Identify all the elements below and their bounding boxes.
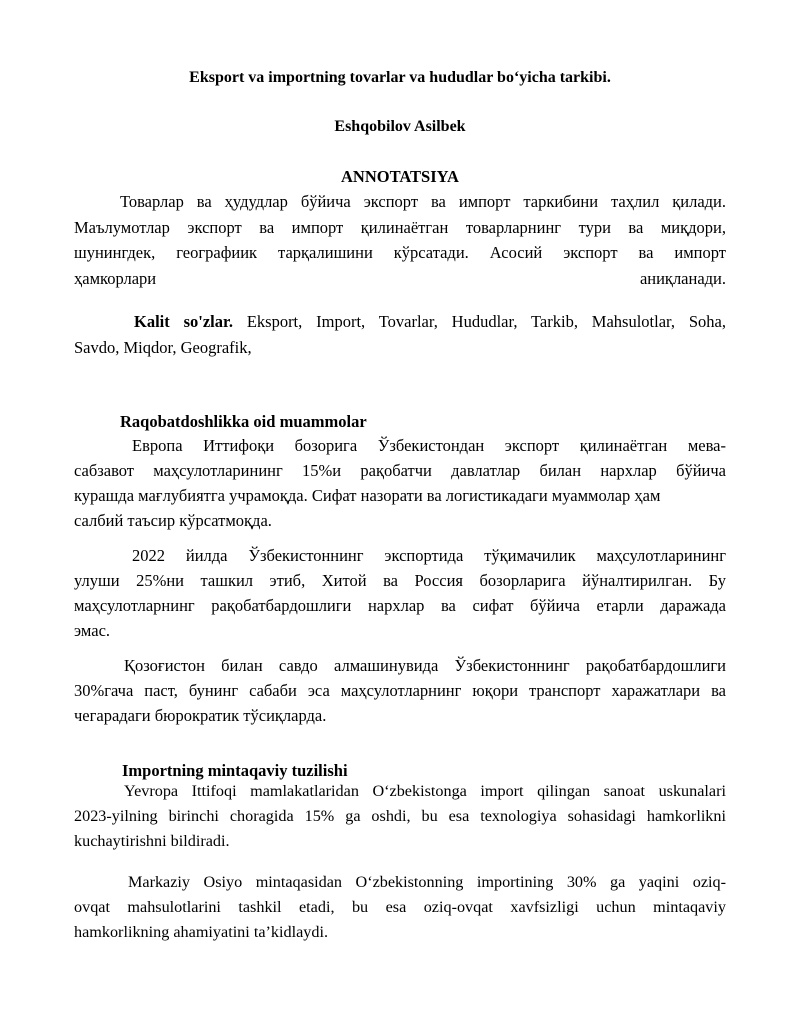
competition-p2-line-2: улуши 25%ни ташкил этиб, Хитой ва Россия бозорларига йўналтирилган. Бу	[74, 571, 726, 590]
annotation-line-1: Товарлар ва ҳудудлар бўйича экспорт ва импорт таркибини таҳлил қилади.	[120, 192, 726, 211]
annotation-heading: ANNOTATSIYA	[341, 167, 459, 186]
document-title: Eksport va importning tovarlar va hududlar bo‘yicha tarkibi.	[189, 69, 611, 86]
competition-p2-line-1: 2022 йилда Ўзбекистоннинг экспортида тўқимачилик маҳсулотларининг	[132, 546, 726, 565]
import-p2-line-1: Markaziy Osiyo mintaqasidan O‘zbekistonning importining 30% ga yaqini oziq-	[128, 873, 726, 891]
competition-p3-line-2: 30%гача паст, бунинг сабаби эса маҳсулотларнинг юқори транспорт харажатлари ва	[74, 681, 726, 700]
annotation-line-3: шунингдек, географиик тарқалишини кўрсатади. Асосий экспорт ва импорт	[74, 243, 726, 262]
annotation-line-4-left: ҳамкорлари	[74, 269, 157, 288]
keywords-list: Eksport, Import, Tovarlar, Hududlar, Tarkib, Mahsulotlar, Soha,	[246, 312, 726, 331]
competition-p1-line-4: салбий таъсир кўрсатмоқда.	[74, 511, 272, 530]
annotation-line-2: Маълумотлар экспорт ва импорт қилинаётган товарларнинг тури ва миқдори,	[74, 218, 726, 237]
import-p1-line-2: 2023-yilning birinchi choragida 15% ga oshdi, bu esa texnologiya sohasidagi hamkorlikni	[74, 807, 726, 825]
competition-p2-line-4: эмас.	[74, 621, 111, 640]
keywords-label: Kalit so'zlar.	[134, 312, 233, 331]
author-name: Eshqobilov Asilbek	[334, 118, 466, 135]
competition-p1-line-3: курашда мағлубиятга учрамоқда. Сифат назорати ва логистикадаги муаммолар ҳам	[74, 486, 661, 505]
import-p1-line-1: Yevropa Ittifoqi mamlakatlaridan O‘zbekistonga import qilingan sanoat uskunalari	[124, 782, 726, 800]
competition-p1-line-1: Европа Иттифоқи бозорига Ўзбекистондан экспорт қилинаётган мева-	[132, 436, 726, 455]
import-p1-line-3: kuchaytirishni bildiradi.	[74, 832, 230, 850]
competition-p3-line-1: Қозоғистон билан савдо алмашинувида Ўзбекистоннинг рақобатбардошлиги	[124, 656, 726, 675]
competition-p3-line-3: чегарадаги бюрократик тўсиқларда.	[74, 706, 327, 725]
keywords-line-1	[134, 312, 726, 332]
import-heading: Importning mintaqaviy tuzilishi	[122, 761, 348, 780]
competition-p2-line-3: маҳсулотларнинг рақобатбардошлиги нархлар ва сифат бўйича етарли даражада	[74, 596, 726, 615]
import-p2-line-2: ovqat mahsulotlarini tashkil etadi, bu esa oziq-ovqat xavfsizligi uchun mintaqaviy	[74, 898, 726, 916]
import-p2-line-3: hamkorlikning ahamiyatini ta’kidlaydi.	[74, 923, 328, 941]
competition-p1-line-2: сабзавот маҳсулотларининг 15%и рақобатчи давлатлар билан нархлар бўйича	[74, 461, 726, 480]
annotation-line-4-right: аниқланади.	[639, 269, 726, 288]
competition-heading: Raqobatdoshlikka oid muammolar	[120, 412, 367, 431]
keywords-line-2: Savdo, Miqdor, Geografik,	[74, 338, 252, 357]
